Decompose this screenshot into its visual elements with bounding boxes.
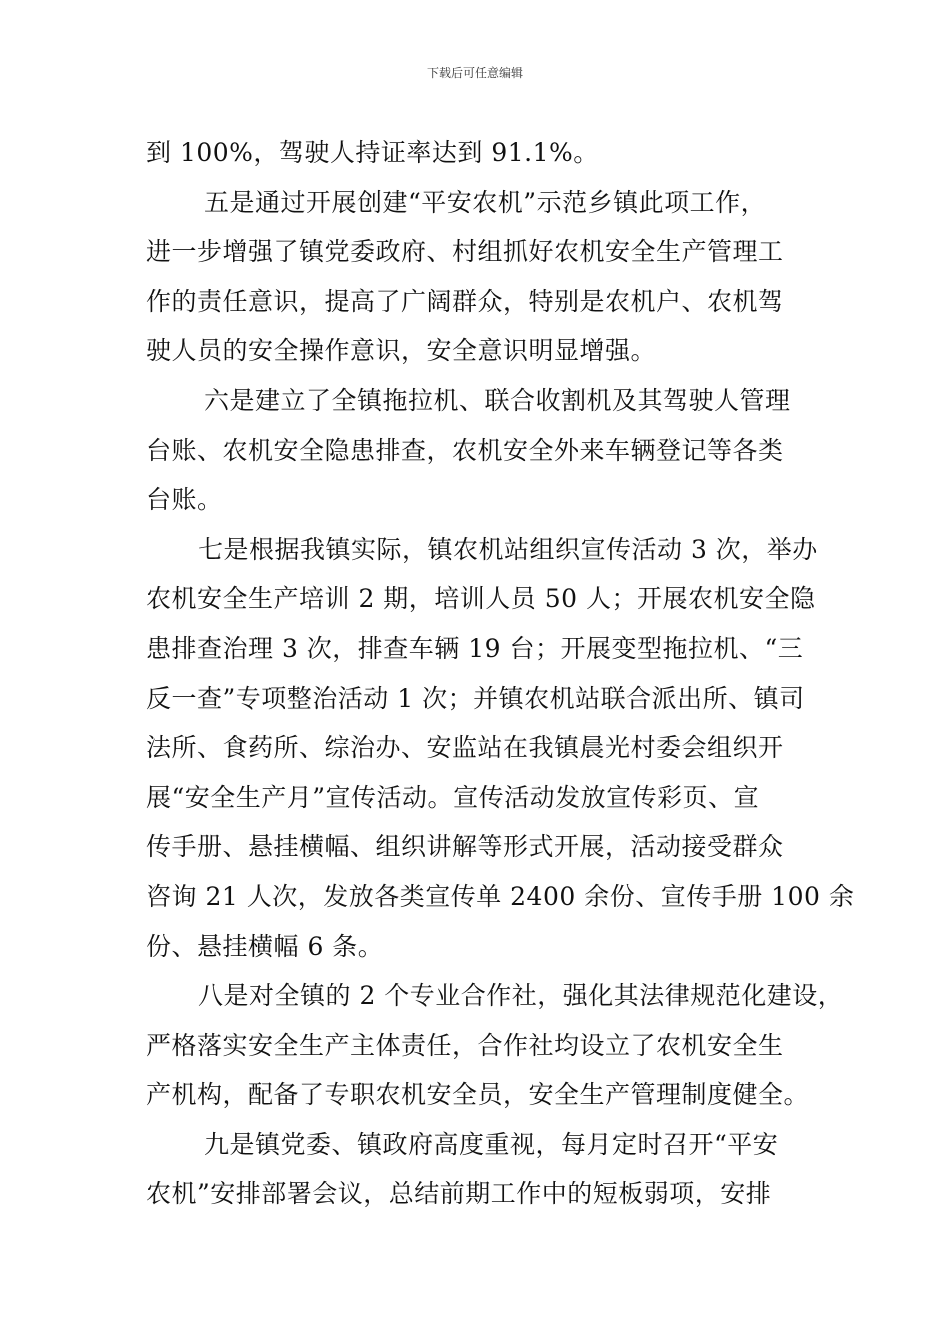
text-line: 传手册、悬挂横幅、组织讲解等形式开展，活动接受群众: [146, 832, 784, 862]
text-line: 进一步增强了镇党委政府、村组抓好农机安全生产管理工: [146, 237, 784, 267]
text-line: 患排查治理 3 次，排查车辆 19 台；开展变型拖拉机、“三: [146, 633, 804, 663]
text-line: 份、悬挂横幅 6 条。: [146, 931, 384, 961]
paragraph-start-line: 六是建立了全镇拖拉机、联合收割机及其驾驶人管理: [204, 385, 791, 415]
text-line: 严格落实安全生产主体责任，合作社均设立了农机安全生: [146, 1030, 784, 1060]
text-line: 驶人员的安全操作意识，安全意识明显增强。: [146, 336, 657, 366]
text-line: 农机”安排部署会议，总结前期工作中的短板弱项，安排: [146, 1179, 772, 1209]
paragraph-start-line: 九是镇党委、镇政府高度重视，每月定时召开“平安: [204, 1129, 779, 1159]
page-header: 下载后可任意编辑: [426, 66, 523, 80]
text-line: 展“安全生产月”宣传活动。宣传活动发放宣传彩页、宣: [146, 782, 760, 812]
text-line: 台账、农机安全隐患排查，农机安全外来车辆登记等各类: [146, 435, 784, 465]
body-text: [146, 128, 855, 1219]
paragraph-start-line: 八是对全镇的 2 个专业合作社，强化其法律规范化建设，: [198, 981, 844, 1011]
text-line: 台账。: [146, 485, 223, 515]
paragraph-start-line: 七是根据我镇实际，镇农机站组织宣传活动 3 次，举办: [198, 534, 818, 564]
text-line: 产机构，配备了专职农机安全员，安全生产管理制度健全。: [146, 1080, 810, 1110]
paragraph-start-line: 五是通过开展创建“平安农机”示范乡镇此项工作，: [204, 187, 767, 217]
text-line: 到 100%，驾驶人持证率达到 91.1%。: [146, 138, 599, 167]
text-line: 农机安全生产培训 2 期，培训人员 50 人；开展农机安全隐: [146, 584, 816, 614]
text-line: 法所、食药所、综治办、安监站在我镇晨光村委会组织开: [146, 733, 784, 763]
text-line: 反一查”专项整治活动 1 次；并镇农机站联合派出所、镇司: [146, 683, 805, 713]
text-line: 作的责任意识，提高了广阔群众，特别是农机户、农机驾: [146, 286, 784, 316]
text-line: 咨询 21 人次，发放各类宣传单 2400 余份、宣传手册 100 余: [146, 881, 855, 911]
